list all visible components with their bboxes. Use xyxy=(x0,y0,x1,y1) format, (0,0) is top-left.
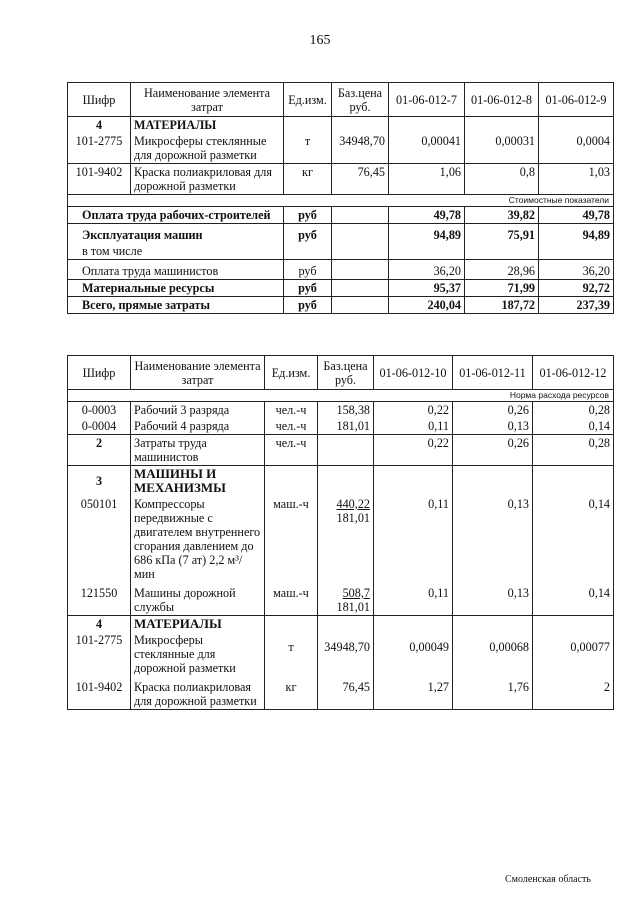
row-value-1: 0,22 xyxy=(374,435,453,466)
row-value-1: 0,11 xyxy=(374,418,453,435)
section-code: 4 xyxy=(68,616,131,633)
col-header-norm-1: 01-06-012-10 xyxy=(374,356,453,390)
row-value-1: 0,00049 xyxy=(374,632,453,676)
row-unit: т xyxy=(265,632,318,676)
row-name: Краска полиакриловая для дорожной разметки xyxy=(131,676,265,710)
row-code: 050101 xyxy=(68,496,131,582)
col-header-unit: Ед.изм. xyxy=(265,356,318,390)
row-value-3: 0,28 xyxy=(533,402,614,419)
section-code: 4 xyxy=(68,117,131,134)
section-code: 2 xyxy=(68,435,131,466)
row-code: 0-0004 xyxy=(68,418,131,435)
cost-value-1: 94,89 xyxy=(389,224,465,244)
row-value-2: 0,00031 xyxy=(465,133,539,164)
col-header-price: Баз.цена руб. xyxy=(332,83,389,117)
section-row xyxy=(68,466,614,497)
row-value-3: 0,14 xyxy=(533,418,614,435)
resource-table-2 xyxy=(67,355,614,710)
page-number: 165 xyxy=(309,33,331,48)
cost-row xyxy=(68,207,614,224)
cost-name: Всего, прямые затраты xyxy=(68,297,284,314)
cost-value-2: 39,82 xyxy=(465,207,539,224)
price-bottom: 181,01 xyxy=(336,600,370,614)
row-price: 76,45 xyxy=(332,164,389,195)
row-price: 158,38 xyxy=(318,402,374,419)
cost-value-3: 237,39 xyxy=(539,297,614,314)
section-code: 3 xyxy=(68,466,131,497)
table-row xyxy=(68,133,614,164)
row-price: 34948,70 xyxy=(332,133,389,164)
cost-value-3: 94,89 xyxy=(539,224,614,244)
cost-row xyxy=(68,297,614,314)
row-value-1: 1,06 xyxy=(389,164,465,195)
col-header-unit: Ед.изм. xyxy=(284,83,332,117)
section-row xyxy=(68,117,614,134)
cost-value-2: 71,99 xyxy=(465,280,539,297)
row-value-1: 0,11 xyxy=(374,582,453,616)
cost-value-3: 49,78 xyxy=(539,207,614,224)
row-code: 121550 xyxy=(68,582,131,616)
col-header-name: Наименование элемента затрат xyxy=(131,356,265,390)
row-code: 101-9402 xyxy=(68,676,131,710)
row-value-1: 1,27 xyxy=(374,676,453,710)
subheader-row xyxy=(68,390,614,402)
row-code: 101-2775 xyxy=(68,632,131,676)
cost-value-3: 36,20 xyxy=(539,260,614,280)
row-value-3: 0,14 xyxy=(533,582,614,616)
cost-value-1: 95,37 xyxy=(389,280,465,297)
table-header-row xyxy=(68,356,614,390)
row-value-3: 0,0004 xyxy=(539,133,614,164)
col-header-norm-2: 01-06-012-8 xyxy=(465,83,539,117)
table-row xyxy=(68,496,614,582)
cost-row xyxy=(68,280,614,297)
row-value-2: 0,26 xyxy=(453,402,533,419)
resource-norm-subheader: Норма расхода ресурсов xyxy=(68,390,614,402)
section-title: МАТЕРИАЛЫ xyxy=(131,616,265,633)
row-name: Краска полиакриловая для дорожной разметки xyxy=(131,164,284,195)
row-code: 101-9402 xyxy=(68,164,131,195)
subheader-row xyxy=(68,195,614,207)
row-value-3: 2 xyxy=(533,676,614,710)
table-row xyxy=(68,582,614,616)
row-value-3: 0,14 xyxy=(533,496,614,582)
section-title: МАТЕРИАЛЫ xyxy=(131,117,284,134)
row-price: 34948,70 xyxy=(318,632,374,676)
section-row xyxy=(68,616,614,633)
cost-unit: руб xyxy=(284,260,332,280)
row-value-2: 0,13 xyxy=(453,418,533,435)
row-name: Компрессоры передвижные с двигателем внутреннего сгорания давлением до 686 кПа (7 ат) 2,2 м³/мин xyxy=(131,496,265,582)
price-top: 440,22 xyxy=(336,497,370,511)
cost-unit: руб xyxy=(284,207,332,224)
row-name: Микросферы стеклянные для дорожной разметки xyxy=(131,632,265,676)
cost-value-1: 240,04 xyxy=(389,297,465,314)
row-unit: чел.-ч xyxy=(265,418,318,435)
col-header-name: Наименование элемента затрат xyxy=(131,83,284,117)
table-row xyxy=(68,164,614,195)
cost-row xyxy=(68,224,614,244)
row-price: 181,01 xyxy=(318,418,374,435)
col-header-norm-1: 01-06-012-7 xyxy=(389,83,465,117)
cost-name: Эксплуатация машин xyxy=(68,224,284,244)
row-code: 101-2775 xyxy=(68,133,131,164)
row-value-3: 0,28 xyxy=(533,435,614,466)
row-price xyxy=(318,496,374,582)
col-header-code: Шифр xyxy=(68,356,131,390)
row-unit: кг xyxy=(265,676,318,710)
col-header-norm-3: 01-06-012-9 xyxy=(539,83,614,117)
price-bottom: 181,01 xyxy=(336,511,370,525)
row-price xyxy=(318,582,374,616)
cost-unit: руб xyxy=(284,280,332,297)
cost-unit: руб xyxy=(284,224,332,244)
table-row xyxy=(68,435,614,466)
row-unit: маш.-ч xyxy=(265,582,318,616)
row-code: 0-0003 xyxy=(68,402,131,419)
section-title: МАШИНЫ И МЕХАНИЗМЫ xyxy=(131,466,265,497)
cost-value-3: 92,72 xyxy=(539,280,614,297)
col-header-code: Шифр xyxy=(68,83,131,117)
cost-name: Оплата труда машинистов xyxy=(68,260,284,280)
row-value-1: 0,22 xyxy=(374,402,453,419)
row-value-2: 0,26 xyxy=(453,435,533,466)
cost-row xyxy=(68,260,614,280)
table-row xyxy=(68,402,614,419)
row-value-1: 0,00041 xyxy=(389,133,465,164)
row-value-2: 0,13 xyxy=(453,582,533,616)
cost-value-2: 75,91 xyxy=(465,224,539,244)
row-unit: маш.-ч xyxy=(265,496,318,582)
table-row xyxy=(68,632,614,676)
cost-value-2: 28,96 xyxy=(465,260,539,280)
row-value-2: 0,8 xyxy=(465,164,539,195)
cost-value-1: 49,78 xyxy=(389,207,465,224)
row-name: Рабочий 4 разряда xyxy=(131,418,265,435)
resource-table-1 xyxy=(67,82,614,314)
row-value-2: 0,00068 xyxy=(453,632,533,676)
cost-name: в том числе xyxy=(68,243,284,260)
table-row xyxy=(68,418,614,435)
table-row xyxy=(68,676,614,710)
table-header-row xyxy=(68,83,614,117)
cost-indicators-subheader: Стоимостные показатели xyxy=(68,195,614,207)
col-header-norm-3: 01-06-012-12 xyxy=(533,356,614,390)
cost-value-2: 187,72 xyxy=(465,297,539,314)
row-value-3: 0,00077 xyxy=(533,632,614,676)
col-header-norm-2: 01-06-012-11 xyxy=(453,356,533,390)
cost-value-1: 36,20 xyxy=(389,260,465,280)
row-unit: чел.-ч xyxy=(265,435,318,466)
row-unit: т xyxy=(284,133,332,164)
price-top: 508,7 xyxy=(342,586,370,600)
row-value-1: 0,11 xyxy=(374,496,453,582)
row-value-2: 0,13 xyxy=(453,496,533,582)
row-price: 76,45 xyxy=(318,676,374,710)
region-footer: Смоленская область xyxy=(505,874,591,885)
row-name: Микросферы стеклянные для дорожной разметки xyxy=(131,133,284,164)
row-value-2: 1,76 xyxy=(453,676,533,710)
row-name: Затраты труда машинистов xyxy=(131,435,265,466)
row-unit: чел.-ч xyxy=(265,402,318,419)
cost-name: Оплата труда рабочих-строителей xyxy=(68,207,284,224)
col-header-price: Баз.цена руб. xyxy=(318,356,374,390)
cost-row xyxy=(68,243,614,260)
cost-name: Материальные ресурсы xyxy=(68,280,284,297)
cost-unit: руб xyxy=(284,297,332,314)
row-name: Рабочий 3 разряда xyxy=(131,402,265,419)
row-name: Машины дорожной службы xyxy=(131,582,265,616)
row-value-3: 1,03 xyxy=(539,164,614,195)
row-unit: кг xyxy=(284,164,332,195)
